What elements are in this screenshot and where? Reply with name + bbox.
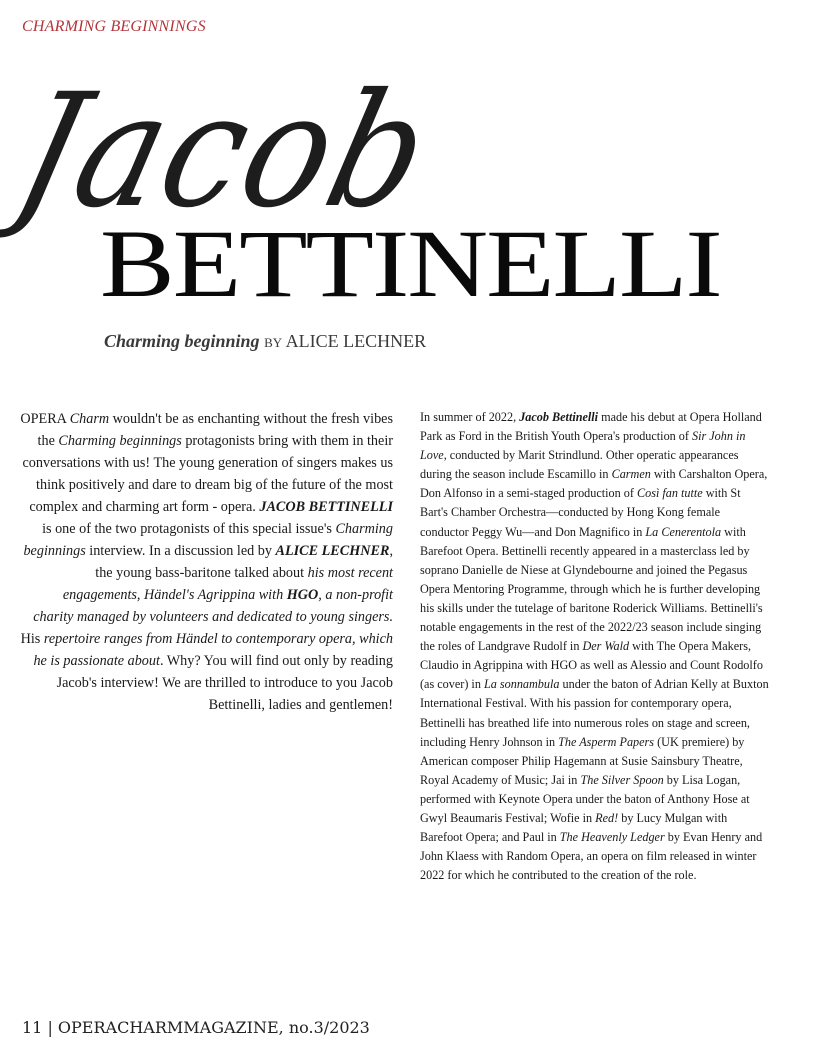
intro-emphasis: , a non-profit charity managed by volunteers and dedicated to young singers. <box>33 587 393 625</box>
bio-text: by Lucy Mulgan with Barefoot Opera; and Paul in <box>420 810 728 845</box>
bio-text: by Evan Henry and John Klaess with Random Opera, an opera on film released in winter 2022 for which he contributed to the creation of the role. <box>420 830 763 883</box>
bio-text: made his debut at Opera Holland Park as Ford in the British Youth Opera's production of <box>420 410 762 444</box>
subtitle-byline: by ALICE LECHNER <box>264 331 427 351</box>
bio-text: by Lisa Logan, performed with Keynote Opera under the baton of Anthony Hose at Gwyl Beaumaris Festival; Wofie in <box>420 772 750 825</box>
intro-text: is one of the two protagonists of this special issue's <box>42 521 336 537</box>
bio-text: under the baton of Adrian Kelly at Buxton International Festival. With his passion for contemporary opera, Bettinelli has breathed life into numerous roles on stage and screen, including Henry Johnson in <box>420 677 769 749</box>
intro-paragraph <box>20 408 393 716</box>
intro-text: His <box>20 631 44 647</box>
bio-work-title: Red! <box>595 810 619 825</box>
bio-text: with Barefoot Opera. Bettinelli recently appeared in a masterclass led by soprano Danielle de Niese at Glyndebourne and joined the Pegasus Opera Mentoring Programme, through which he is further developing his skills under the tutelage of baritone Roderick Williams. Bettinelli's notable engagements in the rest of the 2022/23 season include singing the roles of Landgrave Rudolf in <box>420 524 763 654</box>
bio-work-title: Così fan tutte <box>636 486 703 501</box>
intro-text: OPERA <box>20 411 70 427</box>
intro-column <box>20 408 393 716</box>
intro-name-highlight: HGO <box>286 587 319 603</box>
intro-text: . Why? You will find out only by reading Jacob's interview! We are thrilled to introduce to you Jacob Bettinelli, ladies and gentlemen! <box>56 653 393 713</box>
intro-text: protagonists bring with them in their conversations with us! The young generation of singers makes us think positively and dare to dream big of the future of the most complex and charming art form - opera. <box>22 433 393 515</box>
bio-text: (UK premiere) by American composer Philip Hagemann at Susie Sainsbury Theatre, Royal Academy of Music; Jai in <box>420 734 745 787</box>
bio-work-title: Carmen <box>611 467 651 482</box>
bio-work-title: The Asperm Papers <box>558 734 655 749</box>
bio-text: In summer of 2022, <box>420 410 520 424</box>
intro-text: , the young bass-baritone talked about <box>95 543 393 581</box>
subtitle-series: Charming beginning <box>104 331 260 351</box>
bio-work-title: The Silver Spoon <box>580 772 664 787</box>
intro-text: wouldn't be as enchanting without the fresh vibes the <box>37 411 393 449</box>
intro-emphasis: repertoire ranges from Händel to contemporary opera, which he is passionate about <box>33 631 393 669</box>
bio-column <box>420 408 770 885</box>
bio-name-highlight: Jacob Bettinelli <box>519 410 599 424</box>
section-tag: CHARMING BEGINNINGS <box>22 18 206 35</box>
bio-paragraph <box>420 408 770 885</box>
bio-text: with Carshalton Opera, Don Alfonso in a semi-staged production of <box>420 467 768 501</box>
bio-text: with The Opera Makers, Claudio in Agrippina with HGO as well as Alessio and Count Rodolfo (as cover) in <box>420 639 763 692</box>
intro-name-highlight: ALICE LECHNER <box>275 543 390 559</box>
intro-name-highlight: JACOB BETTINELLI <box>259 499 393 515</box>
last-name-title: BETTINELLI <box>100 210 721 318</box>
page-footer: 11 | OPERACHARMMAGAZINE, no.3/2023 <box>22 1018 370 1037</box>
intro-text: interview. In a discussion led by <box>85 543 276 559</box>
bio-work-title: La Cenerentola <box>645 524 722 539</box>
intro-emphasis: his most recent engagements, Händel's Agrippina with <box>62 565 393 603</box>
intro-emphasis: Charming beginnings <box>58 433 182 449</box>
first-name-script-title: Jacob <box>0 60 448 244</box>
bio-work-title: Der Wald <box>582 639 630 654</box>
bio-work-title: Sir John in Love <box>420 429 746 463</box>
intro-emphasis: Charming beginnings <box>23 521 393 559</box>
intro-emphasis: Charm <box>69 411 110 427</box>
bio-work-title: The Heavenly Ledger <box>559 830 665 845</box>
bio-work-title: La sonnambula <box>483 677 560 692</box>
bio-text: , conducted by Marit Strindlund. Other operatic appearances during the season include Escamillo in <box>420 448 739 482</box>
article-subtitle <box>104 331 426 352</box>
bio-text: with St Bart's Chamber Orchestra—conducted by Hong Kong female conductor Peggy Wu—and Don Magnifico in <box>420 486 741 539</box>
